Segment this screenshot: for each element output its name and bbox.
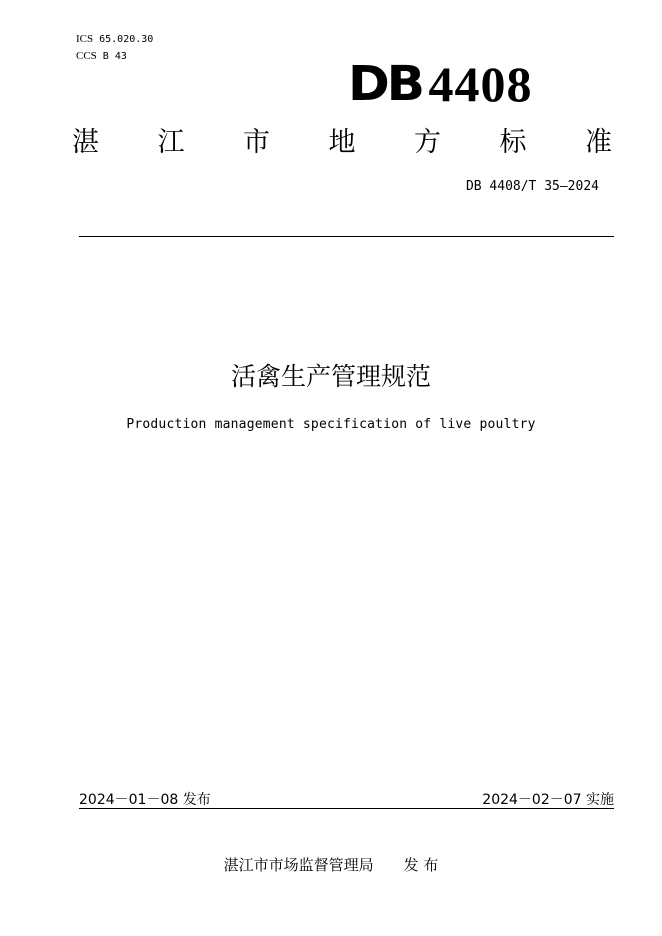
header-divider (79, 236, 614, 237)
issuer-name: 湛江市市场监督管理局 (223, 856, 374, 874)
standard-type-char: 湛 (72, 127, 99, 158)
ics-row (76, 31, 153, 48)
issuer-action: 发 布 (403, 856, 439, 874)
standard-type-char: 江 (157, 127, 185, 158)
standard-type-heading (72, 126, 612, 160)
footer-divider (79, 808, 614, 809)
standard-type-char: 地 (328, 127, 356, 158)
standard-type-char: 准 (585, 127, 612, 158)
db-logo-prefix: DB (348, 56, 422, 112)
ccs-label: CCS (76, 50, 97, 62)
document-title-en: Production management specification of live poultry (126, 417, 536, 432)
standard-type-char: 市 (243, 127, 270, 158)
issuer-line (0, 854, 662, 875)
db-logo (348, 56, 533, 112)
release-date: 2024－01－08 发布 (79, 792, 211, 808)
document-title-cn: 活禽生产管理规范 (230, 362, 431, 391)
classification-codes (76, 31, 153, 65)
ics-code: 65.020.30 (99, 34, 154, 45)
standard-type-char: 方 (414, 127, 441, 158)
implement-date: 2024－02－07 实施 (482, 792, 614, 808)
standard-number: DB 4408/T 35—2024 (465, 179, 599, 194)
standard-type-char: 标 (499, 127, 527, 158)
ccs-code: B 43 (102, 51, 127, 62)
ccs-row (76, 48, 153, 65)
ics-label: ICS (76, 33, 94, 45)
db-logo-number: 4408 (428, 56, 533, 112)
